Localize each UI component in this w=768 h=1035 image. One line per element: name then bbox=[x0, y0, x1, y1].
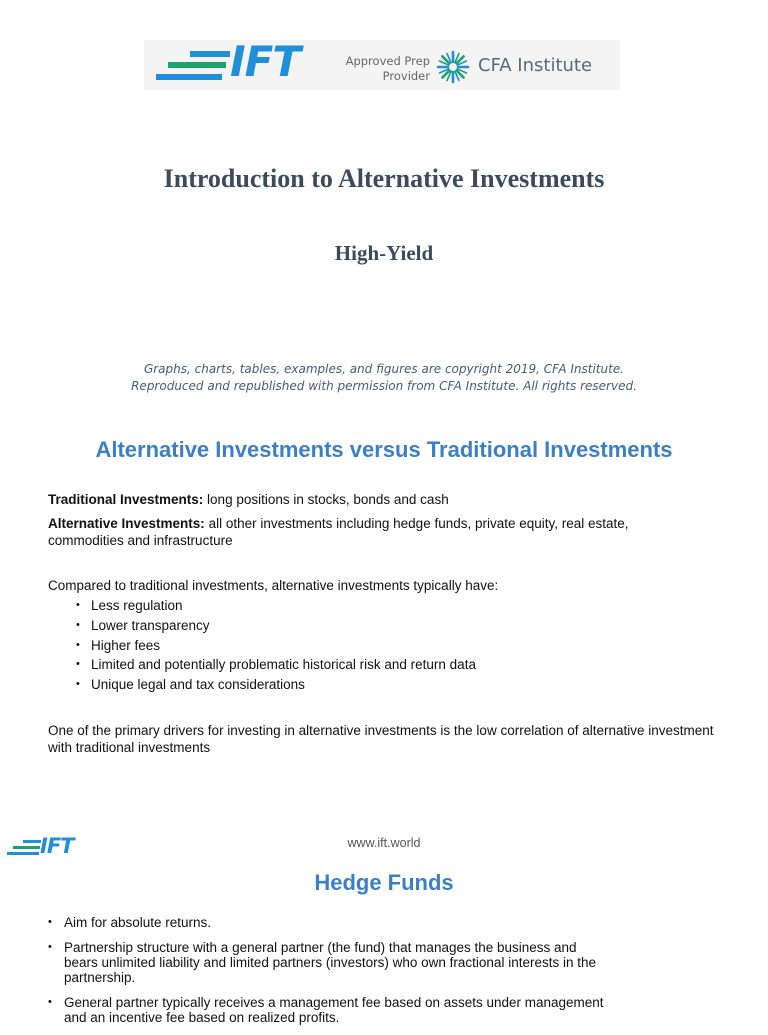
list-item: • Higher fees bbox=[76, 637, 476, 657]
page-title: Introduction to Alternative Investments bbox=[163, 164, 605, 193]
alternative-investments-definition bbox=[48, 515, 708, 549]
alternative-investments-label: Alternative Investments: bbox=[48, 516, 205, 531]
approved-line-1: Approved Prep bbox=[345, 54, 430, 68]
list-item: • Aim for absolute returns. bbox=[48, 915, 608, 930]
list-item: • Lower transparency bbox=[76, 617, 476, 637]
list-item: • Partnership structure with a general partner (the fund) that manages the business and bears unlimited liability and limited partners (investors) who own fractional interests in the partnership. bbox=[48, 940, 608, 985]
website-url: www.ift.world bbox=[347, 836, 421, 850]
list-item: • General partner typically receives a management fee based on assets under management and an incentive fee based on realized profits. bbox=[48, 995, 608, 1025]
ift-logo bbox=[154, 37, 329, 87]
section-heading-hedge-funds: Hedge Funds bbox=[314, 870, 454, 895]
ift-logo-bar-blue-top bbox=[190, 51, 230, 57]
ift-footer-bar-blue-bottom bbox=[7, 852, 39, 855]
ift-footer-logo-text: IFT bbox=[40, 834, 74, 858]
copyright-line-1: Graphs, charts, tables, examples, and figures are copyright 2019, CFA Institute. bbox=[143, 362, 625, 376]
primary-drivers-text: One of the primary drivers for investing in alternative investments is the low correlation of alternative investment with traditional investments bbox=[48, 723, 714, 755]
logo-banner bbox=[144, 37, 620, 90]
copyright-line-2: Reproduced and republished with permission from CFA Institute. All rights reserved. bbox=[131, 379, 637, 393]
hedge-funds-list bbox=[48, 915, 608, 1035]
traditional-investments-definition bbox=[48, 491, 728, 508]
ift-logo-text: IFT bbox=[230, 37, 300, 86]
list-item: • Limited and potentially problematic historical risk and return data bbox=[76, 656, 476, 676]
approved-line-2: Provider bbox=[382, 69, 430, 83]
alternative-investments-text: all other investments including hedge funds, private equity, real estate, commodities and infrastructure bbox=[48, 516, 629, 548]
ift-logo-bar-blue-bottom bbox=[156, 74, 222, 80]
approved-prep-provider-text bbox=[340, 54, 430, 84]
section-heading-alt-vs-traditional: Alternative Investments versus Traditional Investments bbox=[95, 437, 673, 462]
page-subtitle: High-Yield bbox=[334, 241, 434, 265]
cfa-institute-text: CFA Institute bbox=[478, 55, 593, 76]
ift-logo-bar-green bbox=[168, 62, 226, 68]
traditional-investments-label: Traditional Investments: bbox=[48, 492, 204, 507]
traditional-investments-text: long positions in stocks, bonds and cash bbox=[203, 492, 449, 507]
list-item: • Less regulation bbox=[76, 597, 476, 617]
characteristics-list bbox=[76, 597, 476, 696]
compared-intro-text: Compared to traditional investments, alternative investments typically have: bbox=[48, 578, 499, 593]
cfa-institute-mark-icon bbox=[436, 50, 470, 84]
list-item: • Unique legal and tax considerations bbox=[76, 676, 476, 696]
